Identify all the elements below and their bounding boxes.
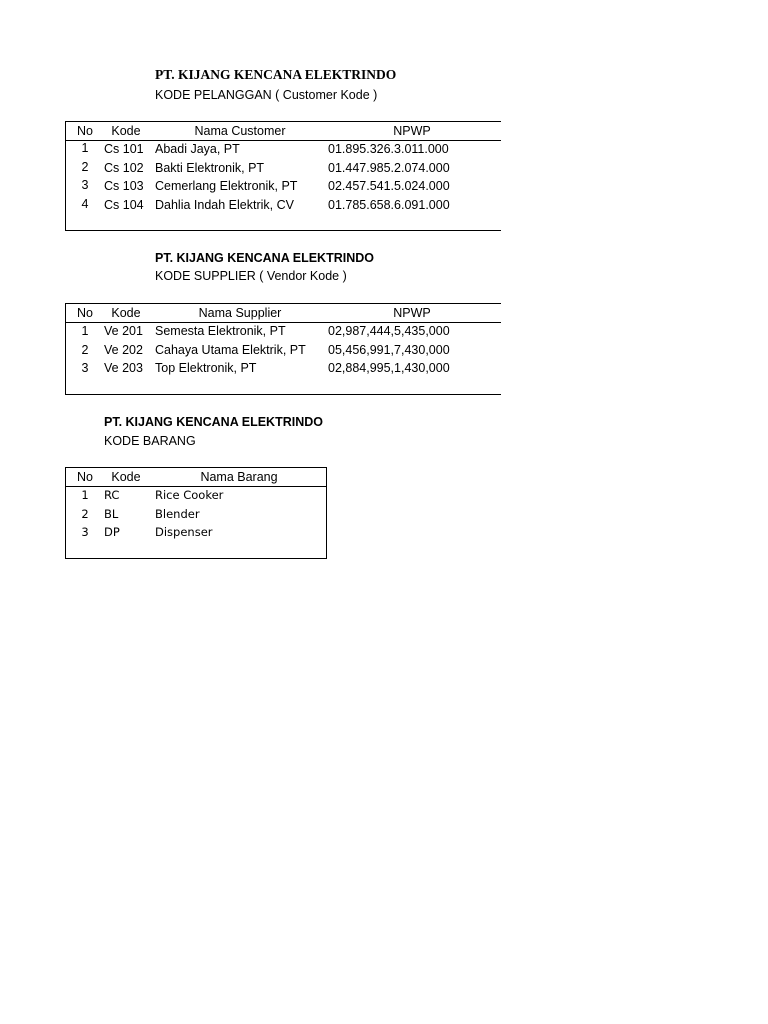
row-nama: Rice Cooker — [155, 488, 224, 502]
row-nama: Abadi Jaya, PT — [155, 142, 240, 156]
supplier-subtitle: KODE SUPPLIER ( Vendor Kode ) — [155, 269, 347, 283]
row-kode: Ve 201 — [104, 324, 143, 338]
row-kode: RC — [104, 488, 120, 502]
item-table — [65, 467, 327, 559]
column-header-nama: Nama Barang — [200, 470, 278, 484]
item-company-title: PT. KIJANG KENCANA ELEKTRINDO — [104, 415, 323, 429]
row-npwp: 02,987,444,5,435,000 — [328, 324, 450, 338]
row-kode: Ve 202 — [104, 342, 143, 357]
row-kode: Cs 102 — [104, 160, 144, 175]
row-kode: Cs 103 — [104, 179, 144, 193]
row-no: 1 — [81, 324, 89, 338]
table-row — [66, 140, 501, 159]
table-row — [66, 486, 326, 505]
row-nama: Bakti Elektronik, PT — [155, 160, 265, 175]
row-no: 2 — [81, 506, 89, 521]
table-row — [66, 341, 501, 360]
table-row — [66, 505, 326, 524]
row-nama: Semesta Elektronik, PT — [155, 324, 286, 338]
column-header-kode: Kode — [111, 124, 141, 138]
column-header-nama: Nama Supplier — [198, 306, 282, 320]
row-nama: Dispenser — [155, 525, 213, 539]
customer-table-header — [66, 122, 501, 141]
customer-table — [65, 121, 501, 231]
column-header-no: No — [77, 306, 93, 320]
table-row — [66, 177, 501, 196]
row-no: 1 — [81, 488, 89, 502]
supplier-table — [65, 303, 501, 395]
row-npwp: 01.895.326.3.011.000 — [328, 142, 449, 156]
table-row — [66, 196, 501, 215]
supplier-company-title: PT. KIJANG KENCANA ELEKTRINDO — [155, 251, 374, 265]
row-nama: Dahlia Indah Elektrik, CV — [155, 197, 294, 212]
table-row — [66, 359, 501, 378]
item-subtitle: KODE BARANG — [104, 434, 196, 448]
customer-subtitle: KODE PELANGGAN ( Customer Kode ) — [155, 88, 378, 102]
column-header-npwp: NPWP — [393, 124, 431, 138]
row-npwp: 05,456,991,7,430,000 — [328, 342, 450, 357]
row-no: 3 — [81, 361, 89, 375]
row-no: 3 — [81, 178, 89, 192]
row-no: 2 — [81, 342, 89, 357]
row-no: 2 — [81, 159, 89, 174]
column-header-npwp: NPWP — [393, 306, 431, 320]
row-npwp: 02,884,995,1,430,000 — [328, 361, 450, 375]
row-nama: Blender — [155, 506, 200, 521]
row-npwp: 01.447.985.2.074.000 — [328, 160, 450, 175]
column-header-kode: Kode — [111, 306, 141, 320]
supplier-table-header — [66, 304, 501, 323]
table-row — [66, 159, 501, 178]
row-npwp: 02.457.541.5.024.000 — [328, 179, 450, 193]
row-npwp: 01.785.658.6.091.000 — [328, 197, 450, 212]
column-header-no: No — [77, 124, 93, 138]
row-kode: Cs 104 — [104, 197, 144, 212]
column-header-kode: Kode — [111, 470, 141, 484]
row-nama: Cemerlang Elektronik, PT — [155, 179, 298, 193]
row-kode: BL — [104, 506, 119, 521]
row-no: 1 — [81, 141, 89, 155]
row-no: 3 — [81, 525, 89, 539]
column-header-no: No — [77, 470, 93, 484]
row-no: 4 — [81, 196, 89, 211]
row-kode: Ve 203 — [104, 361, 143, 375]
table-row — [66, 322, 501, 341]
item-table-header — [66, 468, 326, 487]
customer-company-title: PT. KIJANG KENCANA ELEKTRINDO — [155, 67, 397, 82]
table-row — [66, 523, 326, 542]
row-nama: Top Elektronik, PT — [155, 361, 257, 375]
row-nama: Cahaya Utama Elektrik, PT — [155, 342, 306, 357]
column-header-nama: Nama Customer — [194, 124, 286, 138]
row-kode: Cs 101 — [104, 142, 144, 156]
row-kode: DP — [104, 525, 120, 539]
